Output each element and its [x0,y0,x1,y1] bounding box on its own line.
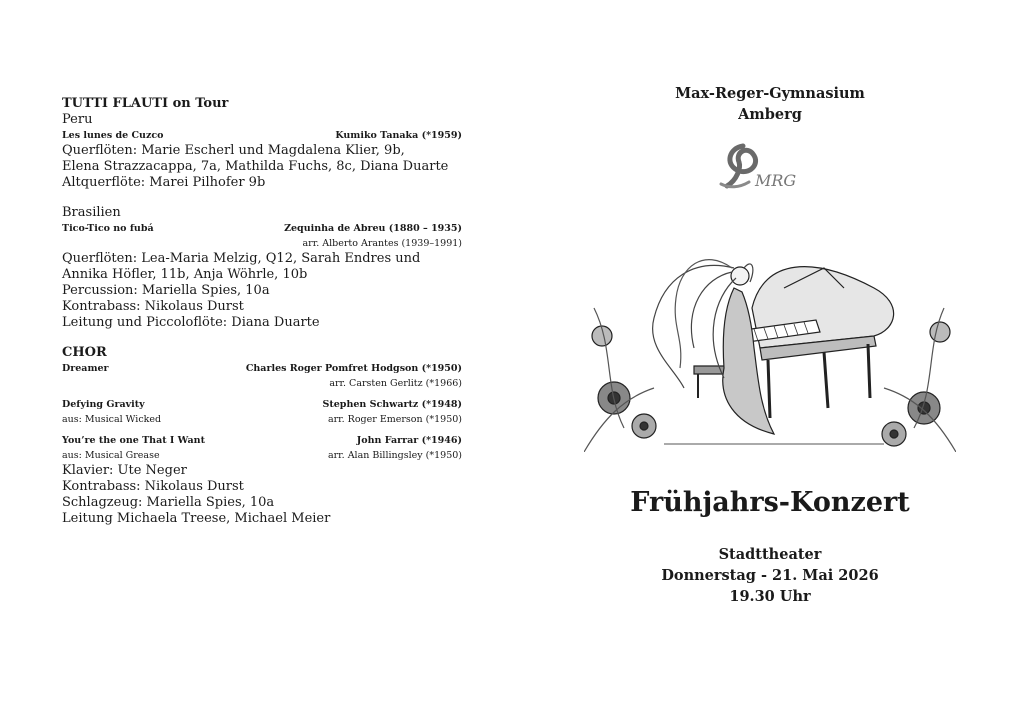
composer: Stephen Schwartz (*1948) [322,399,462,410]
piece-row [62,397,462,412]
event-details [584,544,956,607]
performer-line: Querflöten: Lea-Maria Melzig, Q12, Sarah Endres und [62,251,421,266]
piece-row [62,221,462,236]
woman-at-piano-illustration-icon [584,248,956,452]
section-title-tutti-flauti: TUTTI FLAUTI on Tour [62,96,229,111]
event-time: 19.30 Uhr [729,588,811,605]
performer-line: Querflöten: Marie Escherl und Magdalena Klier, 9b, [62,143,405,158]
school-city: Amberg [738,106,802,123]
arranger: arr. Roger Emerson (*1950) [327,414,462,425]
performer-line: Leitung und Piccoloflöte: Diana Duarte [62,315,320,330]
event-date: Donnerstag - 21. Mai 2026 [661,567,879,584]
school-name [584,83,956,125]
composer: Zequinha de Abreu (1880 – 1935) [284,223,462,234]
performer-line: Leitung Michaela Treese, Michael Meier [62,511,331,526]
composer: Charles Roger Pomfret Hodgson (*1950) [245,363,462,374]
piece-row [62,433,462,448]
piece-title: You’re the one That I Want [62,435,205,446]
school-name-line: Max-Reger-Gymnasium [675,85,865,102]
composer: John Farrar (*1946) [356,435,462,446]
venue: Stadttheater [718,546,822,563]
arranger: arr. Carsten Gerlitz (*1966) [329,378,462,389]
piece-title: Dreamer [62,363,109,374]
country-brasilien: Brasilien [62,205,121,220]
arranger: arr. Alan Billingsley (*1950) [327,450,462,461]
performer-line: Kontrabass: Nikolaus Durst [62,299,244,314]
piece-title: Tico-Tico no fubá [62,223,154,234]
performer-line: Schlagzeug: Mariella Spies, 10a [62,495,275,510]
mrg-logo-icon [719,142,809,194]
performer-line: Altquerflöte: Marei Pilhofer 9b [62,175,266,190]
concert-title: Frühjahrs-Konzert [630,487,910,518]
piece-title: Les lunes de Cuzco [62,130,164,141]
source-row [62,412,462,427]
musical-source: aus: Musical Wicked [62,414,162,425]
country-peru: Peru [62,112,93,127]
composer: Kumiko Tanaka (*1959) [335,130,462,141]
performer-line: Annika Höfler, 11b, Anja Wöhrle, 10b [62,267,308,282]
program-page [62,96,462,527]
performer-line: Percussion: Mariella Spies, 10a [62,283,270,298]
piece-title: Defying Gravity [62,399,145,410]
svg-text:MRG: MRG [755,171,797,190]
arranger: arr. Alberto Arantes (1939–1991) [302,238,462,249]
performer-line: Kontrabass: Nikolaus Durst [62,479,244,494]
piece-row [62,128,462,143]
performer-line: Elena Strazzacappa, 7a, Mathilda Fuchs, 8c, Diana Duarte [62,159,449,174]
musical-source: aus: Musical Grease [62,450,160,461]
piece-row [62,361,462,376]
performer-line: Klavier: Ute Neger [62,463,187,478]
section-title-chor: CHOR [62,345,107,360]
source-row [62,448,462,463]
